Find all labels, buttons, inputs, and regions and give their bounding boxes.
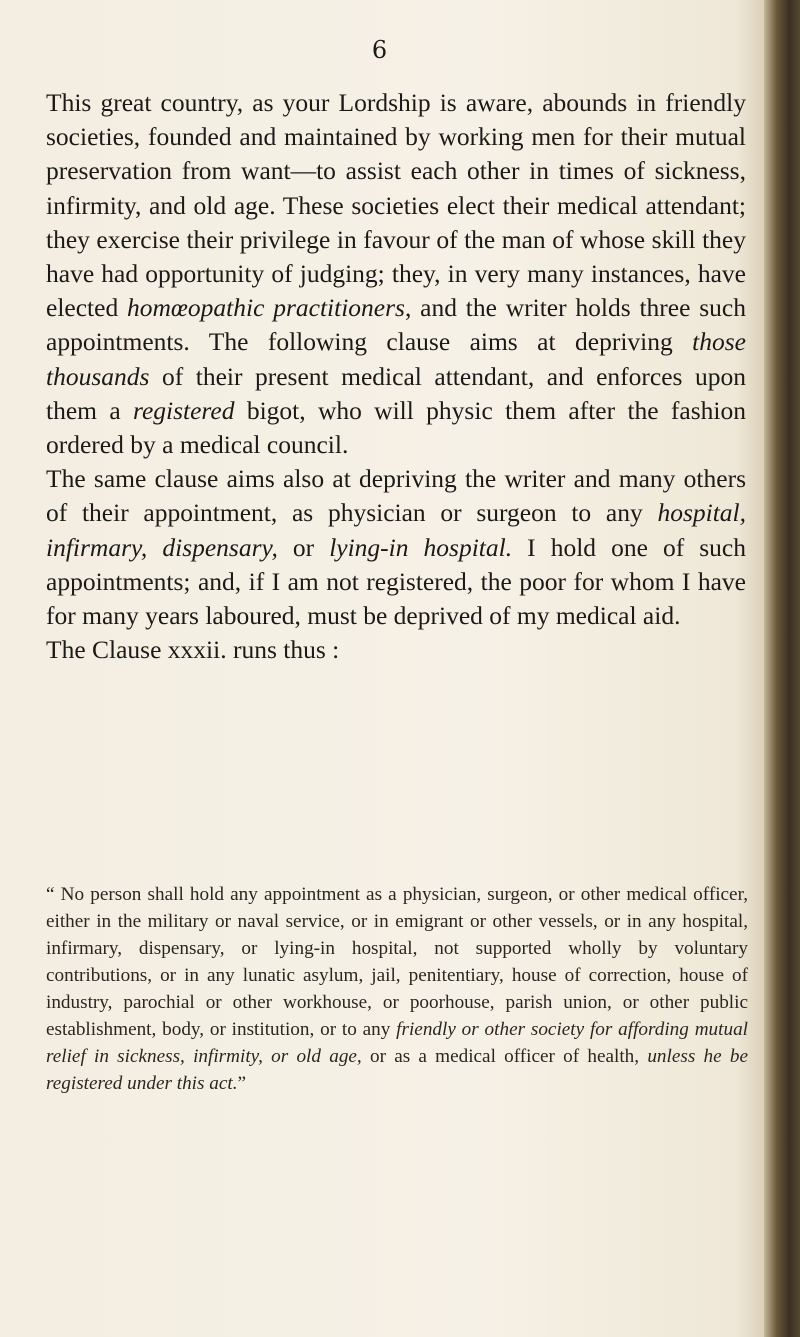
body-text bbox=[46, 86, 746, 667]
paragraph-3: The Clause xxxii. runs thus : bbox=[46, 635, 340, 665]
quote-italic-2: unless he be registered under this act. bbox=[46, 1046, 748, 1094]
clause-quotation bbox=[46, 881, 748, 1097]
paragraph-2-text-3: I hold one of such appointments; and, if I am not registered, the poor for whom I have for many years laboured, must be deprived of my medical aid. bbox=[46, 532, 746, 631]
quote-text-1: “ No person shall hold any appointment as a physician, surgeon, or other medical officer, either in the military or naval service, or in emigrant or other vessels, or in any hospital, infirmary, dispensary, or lying-in hospital, not supported wholly by voluntary contributions, or in any lunatic asylum, jail, penitentiary, house of correction, house of industry, parochial or other workhouse, or poorhouse, parish union, or other public establishment, body, or institution, or to any bbox=[46, 884, 748, 1040]
paragraph-2-text-2: or bbox=[277, 532, 330, 562]
paragraph-1-text-4: bigot, who will physic them after the fashion ordered by a medical council. bbox=[46, 395, 746, 460]
paragraph-1-italic-1: homœopathic practitioners bbox=[127, 293, 405, 323]
paragraph-1-text-1: This great country, as your Lordship is aware, abounds in friendly societies, founded and maintained by working men for their mutual preservation from want—to assist each other in times of sickness, infirmity, and old age. These societies elect their medical attendant; they exercise their privilege in favour of the man of whose skill they have had opportunity of judging; they, in very many instances, have elected bbox=[46, 88, 746, 323]
paragraph-1-text-2: , and the writer holds three such appointments. The following clause aims at depriving bbox=[46, 293, 746, 357]
paragraph-1 bbox=[46, 86, 746, 462]
page-edge-shadow bbox=[764, 0, 800, 1337]
paragraph-2 bbox=[46, 462, 746, 633]
quote-text-2: or as a medical officer of health, bbox=[361, 1046, 648, 1067]
quote-italic-1: friendly or other society for affording mutual relief in sickness, infirmity, or old age, bbox=[46, 1019, 748, 1067]
paragraph-2-italic-2: lying-in hospital. bbox=[329, 532, 513, 562]
quote-text-3: ” bbox=[237, 1073, 247, 1094]
page-number: 6 bbox=[371, 36, 389, 64]
paragraph-1-italic-3: registered bbox=[132, 395, 235, 425]
paragraph-1-italic-2: those thousands bbox=[46, 327, 746, 391]
paragraph-2-text-1: The same clause aims also at depriving the writer and many others of their appointment, as physician or surgeon to any bbox=[46, 464, 746, 528]
paragraph-1-text-3: of their present medical attendant, and enforces upon them a bbox=[46, 361, 746, 425]
paragraph-2-italic-1: hospital, infirmary, dispensary, bbox=[46, 498, 746, 562]
